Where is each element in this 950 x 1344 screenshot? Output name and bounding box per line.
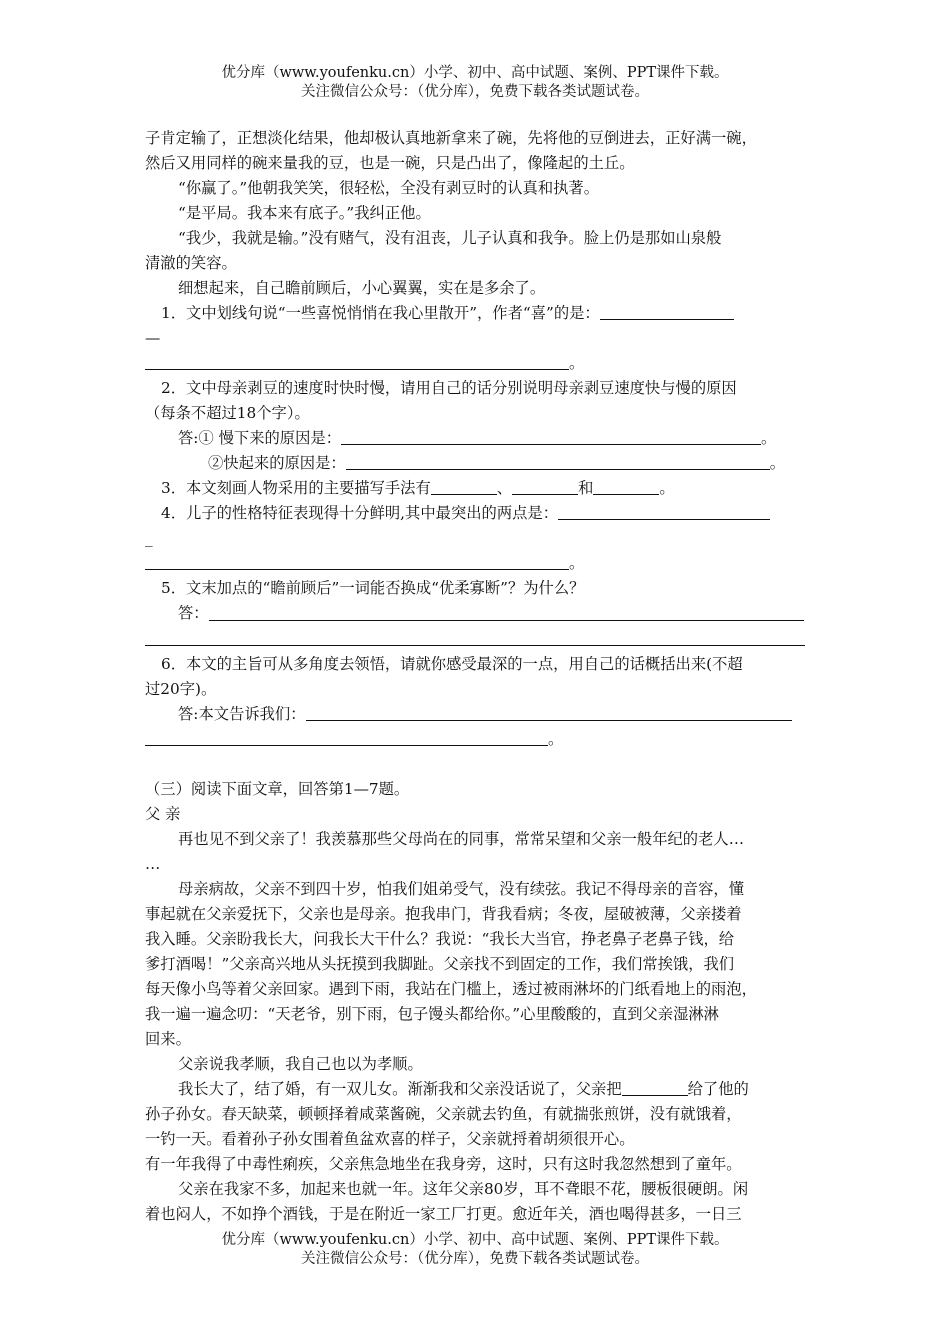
answer-blank-q4[interactable]: [558, 503, 770, 520]
footer-line-1: 优分库（www.youfenku.cn）小学、初中、高中试题、案例、PPT课件下载。: [221, 1232, 729, 1248]
question-6: 6．本文的主旨可从多角度去领悟，请就你感受最深的一点，用自己的话概括出来(不超: [161, 654, 743, 673]
header-line-1: 优分库（www.youfenku.cn）小学、初中、高中试题、案例、PPT课件下载。: [221, 65, 729, 81]
passage-line: 清澈的笑容。: [145, 254, 237, 272]
passage-line: “你赢了。”他朝我笑笑，很轻松，全没有剥豆时的认真和执著。: [178, 179, 600, 197]
article-line: 父亲说我孝顺，我自己也以为孝顺。: [178, 1054, 423, 1073]
answer-blank-q2-slow[interactable]: [341, 428, 761, 445]
answer-blank-q2-fast[interactable]: [346, 453, 770, 470]
passage-line: 细想起来，自己瞻前顾后，小心翼翼，实在是多余了。: [178, 279, 546, 297]
article-line: 再也见不到父亲了！我羡慕那些父母尚在的同事，常常呆望和父亲一般年纪的老人…: [178, 829, 744, 848]
question-2: 2．文中母亲剥豆的速度时快时慢，请用自己的话分别说明母亲剥豆速度快与慢的原因: [161, 379, 737, 398]
answer-blank-q6[interactable]: [306, 704, 792, 721]
article-line: 母亲病故，父亲不到四十岁，怕我们姐弟受气，没有续弦。我记不得母亲的音容，懂: [178, 879, 744, 898]
question-6-cont: 过20字)。: [145, 679, 217, 698]
article-line: 回来。: [145, 1029, 191, 1048]
article-line: 事起就在父亲爱抚下，父亲也是母亲。抱我串门，背我看病；冬夜，屋破被薄，父亲搂着: [145, 904, 742, 923]
document-body: [145, 126, 807, 1227]
article-line: 爹打酒喝！”父亲高兴地从头抚摸到我脚趾。父亲找不到固定的工作，我们常挨饿，我们: [145, 954, 735, 973]
page-footer: [0, 1231, 950, 1269]
answer-blank-article[interactable]: [622, 1079, 688, 1096]
question-4-wrap: _: [145, 529, 153, 548]
question-2-answer-2: ②快起来的原因是： 。: [208, 454, 785, 473]
article-line: 每天像小鸟等着父亲回家。遇到下雨，我站在门槛上，透过被雨淋坏的门纸看地上的雨泡，: [145, 979, 757, 998]
article-line: 孙子孙女。春天缺菜，顿顿择着咸菜酱碗，父亲就去钓鱼，有就揣张煎饼，没有就饿着，: [145, 1104, 742, 1123]
question-2-answer-1: 答:① 慢下来的原因是： 。: [178, 429, 777, 448]
article-title: 父 亲: [145, 804, 181, 823]
passage-line: “我少，我就是输。”没有赌气，没有沮丧，儿子认真和我争。脸上仍是那如山泉般: [178, 229, 722, 247]
answer-blank-q3-3[interactable]: [593, 478, 659, 495]
passage-line: 然后又用同样的碗来量我的豆，也是一碗，只是凸出了，像隆起的土丘。: [145, 154, 635, 172]
question-2-cont: （每条不超过18个字）。: [145, 404, 310, 423]
article-line: 我一遍一遍念叨：“天老爷，别下雨，包子馒头都给你。”心里酸酸的，直到父亲湿淋淋: [145, 1004, 719, 1023]
question-3: 3．本文刻画人物采用的主要描写手法有 、 和 。: [161, 479, 675, 498]
question-5-answer: 答：: [145, 601, 807, 626]
article-line: 我长大了，结了婚，有一双儿女。渐渐我和父亲没话说了，父亲把 给了他的: [178, 1079, 749, 1098]
question-1-wrap: —: [145, 329, 161, 348]
question-1-answer-line: 。: [145, 351, 807, 376]
article-line: 一钓一天。看着孙子孙女围着鱼盆欢喜的样子，父亲就捋着胡须很开心。: [145, 1129, 635, 1148]
article-line: 父亲在我家不多，加起来也就一年。这年父亲80岁，耳不聋眼不花，腰板很硬朗。闲: [178, 1179, 749, 1198]
question-6-answer: 答:本文告诉我们：: [145, 702, 807, 727]
question-4: 4．儿子的性格特征表现得十分鲜明,其中最突出的两点是：: [145, 501, 807, 526]
passage-line: 子肯定输了，正想淡化结果，他却极认真地新拿来了碗，先将他的豆倒进去，正好满一碗，: [145, 129, 757, 147]
question-6-answer-line: 。: [145, 727, 807, 752]
answer-blank-q6-line[interactable]: [145, 729, 548, 746]
answer-blank-q5[interactable]: [209, 603, 804, 620]
answer-blank-q1[interactable]: [600, 303, 734, 320]
spacer: [145, 752, 807, 777]
answer-blank-q1-line[interactable]: [145, 353, 569, 370]
article-line: …: [145, 854, 161, 873]
header-line-2: 关注微信公众号：（优分库），免费下载各类试题试卷。: [301, 84, 649, 100]
section-heading: （三）阅读下面文章，回答第1—7题。: [145, 779, 410, 798]
page-header: [0, 64, 950, 102]
question-4-answer-line: 。: [145, 551, 807, 576]
question-5: 5．文末加点的“瞻前顾后”一词能否换成“优柔寡断”？为什么？: [161, 579, 585, 598]
answer-blank-q4-line[interactable]: [145, 553, 569, 570]
passage-line: “是平局。我本来有底子。”我纠正他。: [178, 204, 431, 222]
article-line: 着也闷人，不如挣个酒钱，于是在附近一家工厂打更。愈近年关，酒也喝得甚多，一日三: [145, 1204, 742, 1223]
answer-blank-q3-2[interactable]: [512, 478, 578, 495]
question-5-answer-line: [145, 627, 807, 652]
answer-blank-q5-line[interactable]: [145, 629, 805, 646]
article-line: 我入睡。父亲盼我长大，问我长大干什么？我说：“我长大当官，挣老鼻子老鼻子钱，给: [145, 929, 735, 948]
article-line: 有一年我得了中毒性痢疾，父亲焦急地坐在我身旁，这时，只有这时我忽然想到了童年。: [145, 1154, 742, 1173]
question-1: 1．文中划线句说“一些喜悦悄悄在我心里散开”，作者“喜”的是：: [145, 301, 807, 326]
answer-blank-q3-1[interactable]: [431, 478, 497, 495]
footer-line-2: 关注微信公众号：（优分库），免费下载各类试题试卷。: [301, 1251, 649, 1267]
